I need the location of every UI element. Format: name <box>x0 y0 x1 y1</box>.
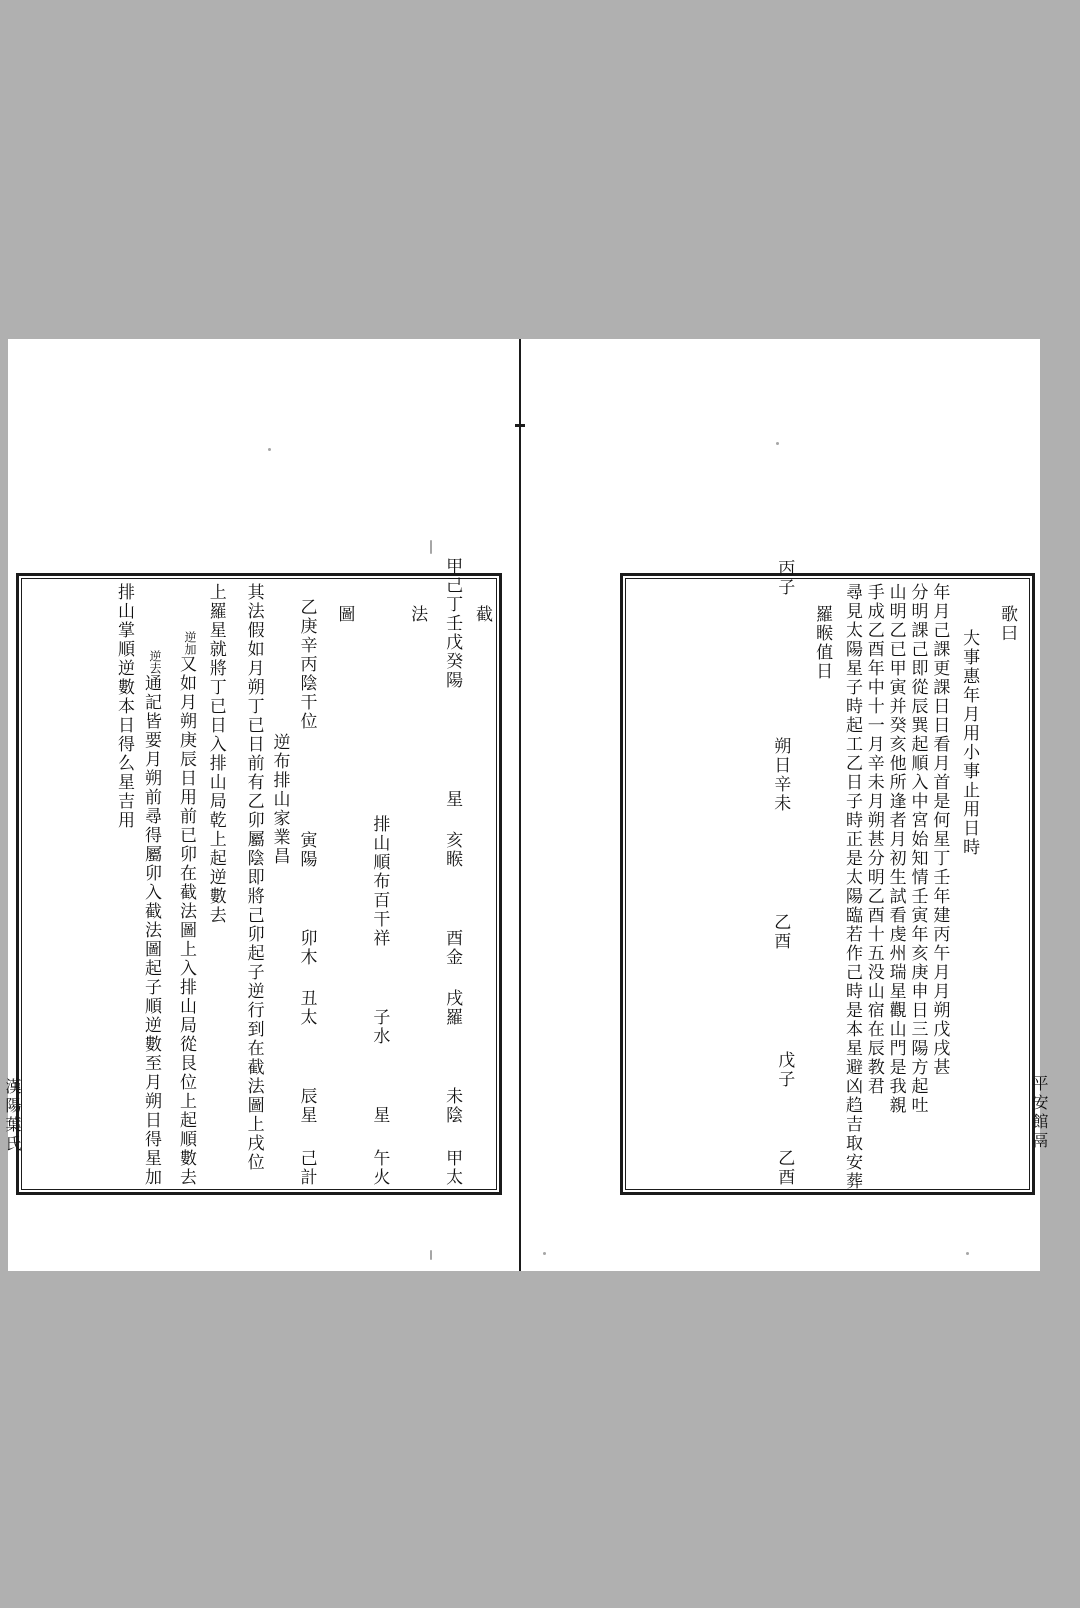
text-column: 分明課己即從辰巽起順入中宮始知情壬寅年亥庚申日三陽方起吐 <box>907 583 928 1115</box>
annotation-label: 逆加 <box>182 631 197 655</box>
annotation-group-2 <box>138 583 165 1187</box>
text-columns-left-leaf <box>630 559 1025 1191</box>
text-column: 山明乙已甲寅并癸亥他所逢者月初生試看虔州瑞星觀山門是我親 <box>885 583 906 1115</box>
text-column: 逆布排山家業昌 <box>269 733 290 866</box>
text-column: 乙庚辛丙陰干位 <box>296 598 317 731</box>
table-heading-luohou: 羅睺值日 <box>812 605 833 681</box>
text-column: 未陰 <box>442 1087 463 1125</box>
text-column: 子水 <box>369 1008 390 1046</box>
page-leaf-left <box>620 559 1035 1195</box>
text-column: 甲太 <box>442 1149 463 1187</box>
text-column: 年月己課更課日日看月首是何星丁壬年建丙午月月朔戊戌甚 <box>929 583 950 1077</box>
table-row: 戊子 <box>774 1051 795 1089</box>
table-row: 乙酉 <box>774 1149 795 1187</box>
text-column: 又如月朔庚辰日用前已卯在截法圖上入排山局從艮位上起順數去 <box>175 655 196 1187</box>
scan-speck <box>966 1252 969 1255</box>
table-row: 丙子 <box>774 559 795 597</box>
scan-speck <box>430 1250 432 1260</box>
text-column: 通記皆要月朔前尋得屬卯入截法圖起子順逆數至月朔日得星加 <box>140 674 161 1187</box>
text-column-heading: 歌曰 <box>997 605 1017 643</box>
text-column: 圖 <box>334 605 355 624</box>
text-column: 酉金 戌羅 <box>442 929 463 1027</box>
annotation-group-1 <box>173 583 200 1187</box>
margin-note-right-leaf: 漢陽葉氏 <box>3 1078 22 1154</box>
page-leaf-right <box>16 557 502 1195</box>
text-column: 手成乙酉年中十一月辛未月朔甚分明乙酉十五没山宿在辰教君 <box>863 583 884 1096</box>
text-column: 尋見太陽星子時起工乙日子時正是太陽臨若作己時是本星避凶趋吉取安葬 <box>841 583 862 1191</box>
table-row-note: 朔日辛未 <box>770 737 791 813</box>
chart-column-group-wu <box>366 583 393 1187</box>
annotation-label: 逆去 <box>147 650 162 674</box>
scan-speck <box>430 540 432 554</box>
text-column: 排山順布百干祥 <box>369 815 390 948</box>
text-column: 其法假如月朔丁已日前有乙卯屬陰即將己卯起子逆行到在截法圖上戌位 <box>243 583 264 1172</box>
table-luohou-days <box>763 559 798 1187</box>
chart-column-group-jia <box>439 557 466 1187</box>
text-column: 辰星 <box>296 1087 317 1125</box>
text-column: 卯木 丑太 <box>296 929 317 1027</box>
text-column: 排山掌順逆數本日得么星吉用 <box>113 583 134 830</box>
text-column: 大事惠年月用小事止用日時 <box>959 629 980 857</box>
text-column: 截 <box>472 605 492 624</box>
text-columns-right-leaf <box>26 557 492 1187</box>
scan-speck <box>268 448 271 451</box>
table-row-group <box>767 597 794 951</box>
gutter-fold-mark <box>515 424 525 427</box>
scan-speck <box>543 1252 546 1255</box>
text-column: 法 <box>407 605 428 624</box>
text-column: 午火 <box>369 1149 390 1187</box>
text-column: 己計 <box>296 1149 317 1187</box>
text-column: 甲己丁壬戊癸陽 <box>442 557 463 690</box>
text-column: 星 亥睺 <box>442 790 463 869</box>
page-gutter-line <box>519 339 521 1271</box>
chart-column-group-ji <box>293 583 320 1187</box>
margin-note-left-leaf: 平安館鬲 <box>1030 1075 1049 1151</box>
table-row: 乙酉 <box>770 913 791 951</box>
text-column: 寅陽 <box>296 831 317 869</box>
text-column: 上羅星就將丁已日入排山局乾上起逆數去 <box>205 583 226 925</box>
text-column: 星 <box>369 1106 390 1125</box>
